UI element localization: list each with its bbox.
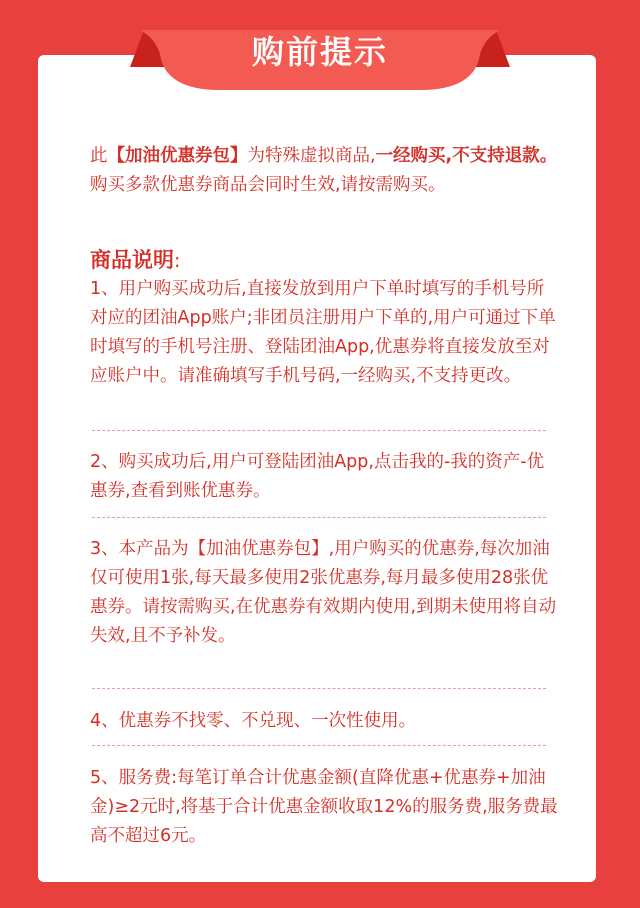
header-banner <box>130 2 510 92</box>
list-item: 3、本产品为【加油优惠券包】,用户购买的优惠券,每次加油仅可使用1张,每天最多使用2张优惠券,每月最多使用28张优惠券。请按需购买,在优惠券有效期内使用,到期未使用将自动失效,且不予补发。 <box>90 539 557 646</box>
intro-text: 购买多款优惠券商品会同时生效,请按需购买。 <box>90 175 446 195</box>
list-item: 4、优惠券不找零、不兑现、一次性使用。 <box>90 711 417 731</box>
section-title: 商品说明: <box>90 248 181 272</box>
intro-paragraph <box>90 142 560 200</box>
divider <box>92 688 546 689</box>
no-refund-notice: 一经购买,不支持退款。 <box>375 146 558 166</box>
product-name: 【加油优惠券包】 <box>107 146 248 166</box>
list-item: 1、用户购买成功后,直接发放到用户下单时填写的手机号所对应的团油App账户;非团员注册用户下单的,用户可通过下单时填写的手机号注册、登陆团油App,优惠券将直接发放至对应账户中。请准确填写手机号码,一经购买,不支持更改。 <box>90 279 556 386</box>
intro-text: 此 <box>90 146 108 166</box>
divider <box>92 517 546 518</box>
intro-text: 为特殊虚拟商品, <box>247 146 376 166</box>
divider <box>92 745 546 746</box>
list-item: 2、购买成功后,用户可登陆团油App,点击我的-我的资产-优惠券,查看到账优惠券。 <box>90 452 545 501</box>
page-title: 购前提示 <box>251 33 388 71</box>
list-item: 5、服务费:每笔订单合计优惠金额(直降优惠+优惠券+加油金)≥2元时,将基于合计优惠金额收取12%的服务费,服务费最高不超过6元。 <box>90 768 558 846</box>
divider <box>92 430 546 431</box>
